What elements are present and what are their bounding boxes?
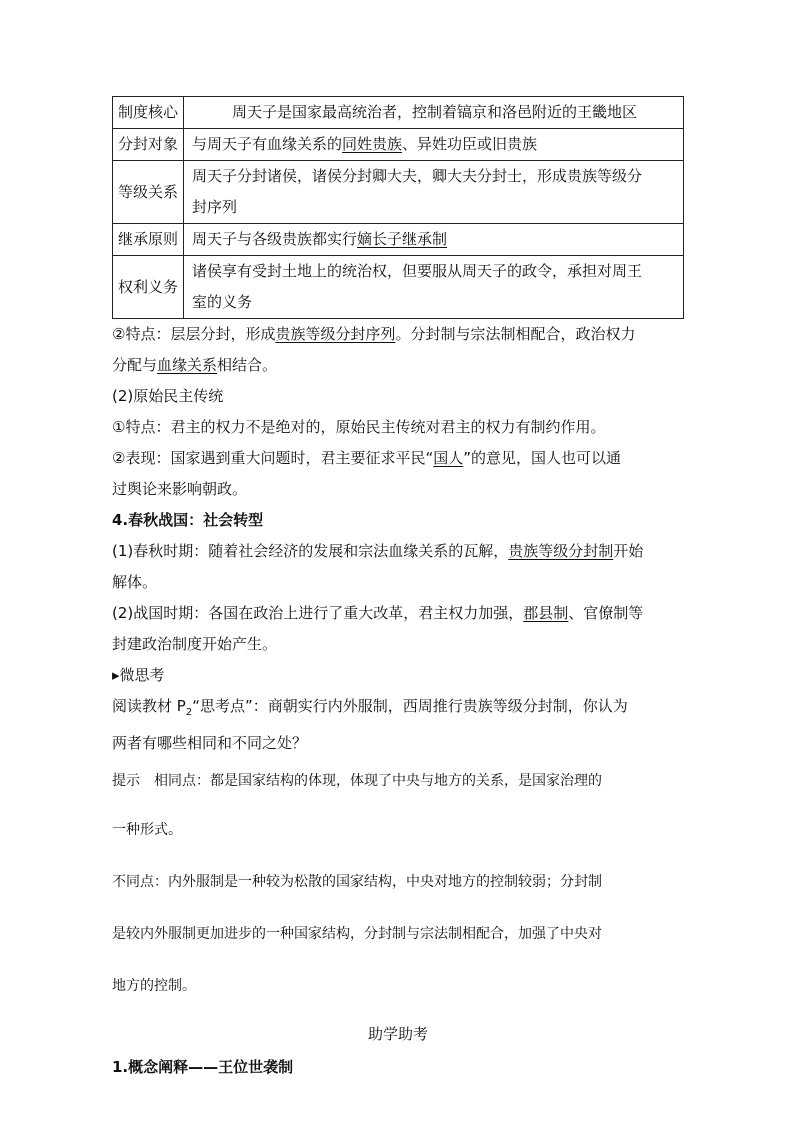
text: “思考点”：商朝实行内外服制，西周推行贵族等级分封制，你认为 <box>192 697 628 715</box>
underlined-term: 贵族等级分封序列 <box>275 325 396 343</box>
row-value-text: 周天子与各级贵族都实行 <box>192 230 358 248</box>
text: 相结合。 <box>217 356 278 374</box>
row-value <box>184 129 684 161</box>
think-question <box>112 691 684 759</box>
underlined-term: 贵族等级分封制 <box>508 542 614 560</box>
text: ②表现：国家遇到重大问题时，君主要征求平民“ <box>112 449 434 467</box>
row-value-line: 诸侯享有受封土地上的统治权，但要服从周天子的政令，承担对周王 <box>192 262 643 280</box>
tip-line: 是较内外服制更加进步的一种国家结构，分封制与宗法制相配合，加强了中央对 <box>112 926 602 942</box>
row-key: 分封对象 <box>113 129 184 161</box>
underlined-term: 血缘关系 <box>157 356 218 374</box>
row-value-line: 室的义务 <box>192 293 253 311</box>
text: 分配与 <box>112 356 158 374</box>
democracy-feature: ①特点：君主的权力不是绝对的，原始民主传统对君主的权力有制约作用。 <box>112 418 606 436</box>
row-value-text: 与周天子有血缘关系的 <box>192 135 343 153</box>
page-content <box>112 96 684 1083</box>
subscript: 2 <box>185 707 193 718</box>
warring-states-paragraph <box>112 598 684 660</box>
tip-line: 不同点：内外服制是一种较为松散的国家结构，中央对地方的控制较弱；分封制 <box>112 874 602 890</box>
row-key: 权利义务 <box>113 256 184 319</box>
section4-heading: 4.春秋战国：社会转型 <box>112 511 264 529</box>
text: (1)春秋时期：随着社会经济的发展和宗法血缘关系的瓦解， <box>112 542 509 560</box>
table-row <box>113 161 684 224</box>
text: (2)战国时期：各国在政治上进行了重大改革，君主权力加强， <box>112 604 524 622</box>
spring-autumn-paragraph <box>112 536 684 598</box>
row-key: 继承原则 <box>113 224 184 256</box>
underlined-term: 郡县制 <box>523 604 569 622</box>
tip-line: 提示 相同点：都是国家结构的体现，体现了中央与地方的关系，是国家治理的 <box>112 773 602 789</box>
democracy-show <box>112 443 684 505</box>
text: ”的意见，国人也可以通 <box>463 449 622 467</box>
text: 开始 <box>613 542 644 560</box>
tip-line: 一种形式。 <box>112 822 182 838</box>
underlined-term: 同姓贵族 <box>342 135 403 153</box>
underlined-term: 嫡长子继承制 <box>357 230 448 248</box>
think-label: ▸微思考 <box>112 666 165 684</box>
table-row <box>113 256 684 319</box>
tip-block <box>112 765 684 1002</box>
row-value: 周天子是国家最高统治者，控制着镐京和洛邑附近的王畿地区 <box>184 97 684 129</box>
row-key: 制度核心 <box>113 97 184 129</box>
row-value-line: 周天子分封诸侯，诸侯分封卿大夫，卿大夫分封士，形成贵族等级分 <box>192 167 643 185</box>
row-value <box>184 224 684 256</box>
assist-title: 助学助考 <box>367 1025 428 1043</box>
text: 两者有哪些相同和不同之处？ <box>112 734 308 752</box>
underlined-term: 国人 <box>433 449 464 467</box>
table-row <box>113 97 684 129</box>
row-key: 等级关系 <box>113 161 184 224</box>
text: 、官僚制等 <box>568 604 644 622</box>
text: 解体。 <box>112 573 158 591</box>
table-row <box>113 129 684 161</box>
text: 。分封制与宗法制相配合，政治权力 <box>395 325 636 343</box>
row-value <box>184 161 684 224</box>
feature-paragraph <box>112 319 684 381</box>
zhou-system-table <box>112 96 684 319</box>
text: 封建政治制度开始产生。 <box>112 635 278 653</box>
democracy-heading: (2)原始民主传统 <box>112 387 224 405</box>
tip-line: 地方的控制。 <box>112 978 196 994</box>
row-value-text: 、异姓功臣或旧贵族 <box>402 135 538 153</box>
row-value-line: 封序列 <box>192 198 238 216</box>
text: ②特点：层层分封，形成 <box>112 325 276 343</box>
row-value <box>184 256 684 319</box>
table-row <box>113 224 684 256</box>
concept-heading: 1.概念阐释——王位世袭制 <box>112 1058 294 1076</box>
text: 过舆论来影响朝政。 <box>112 480 248 498</box>
text: 阅读教材 P <box>112 697 186 715</box>
